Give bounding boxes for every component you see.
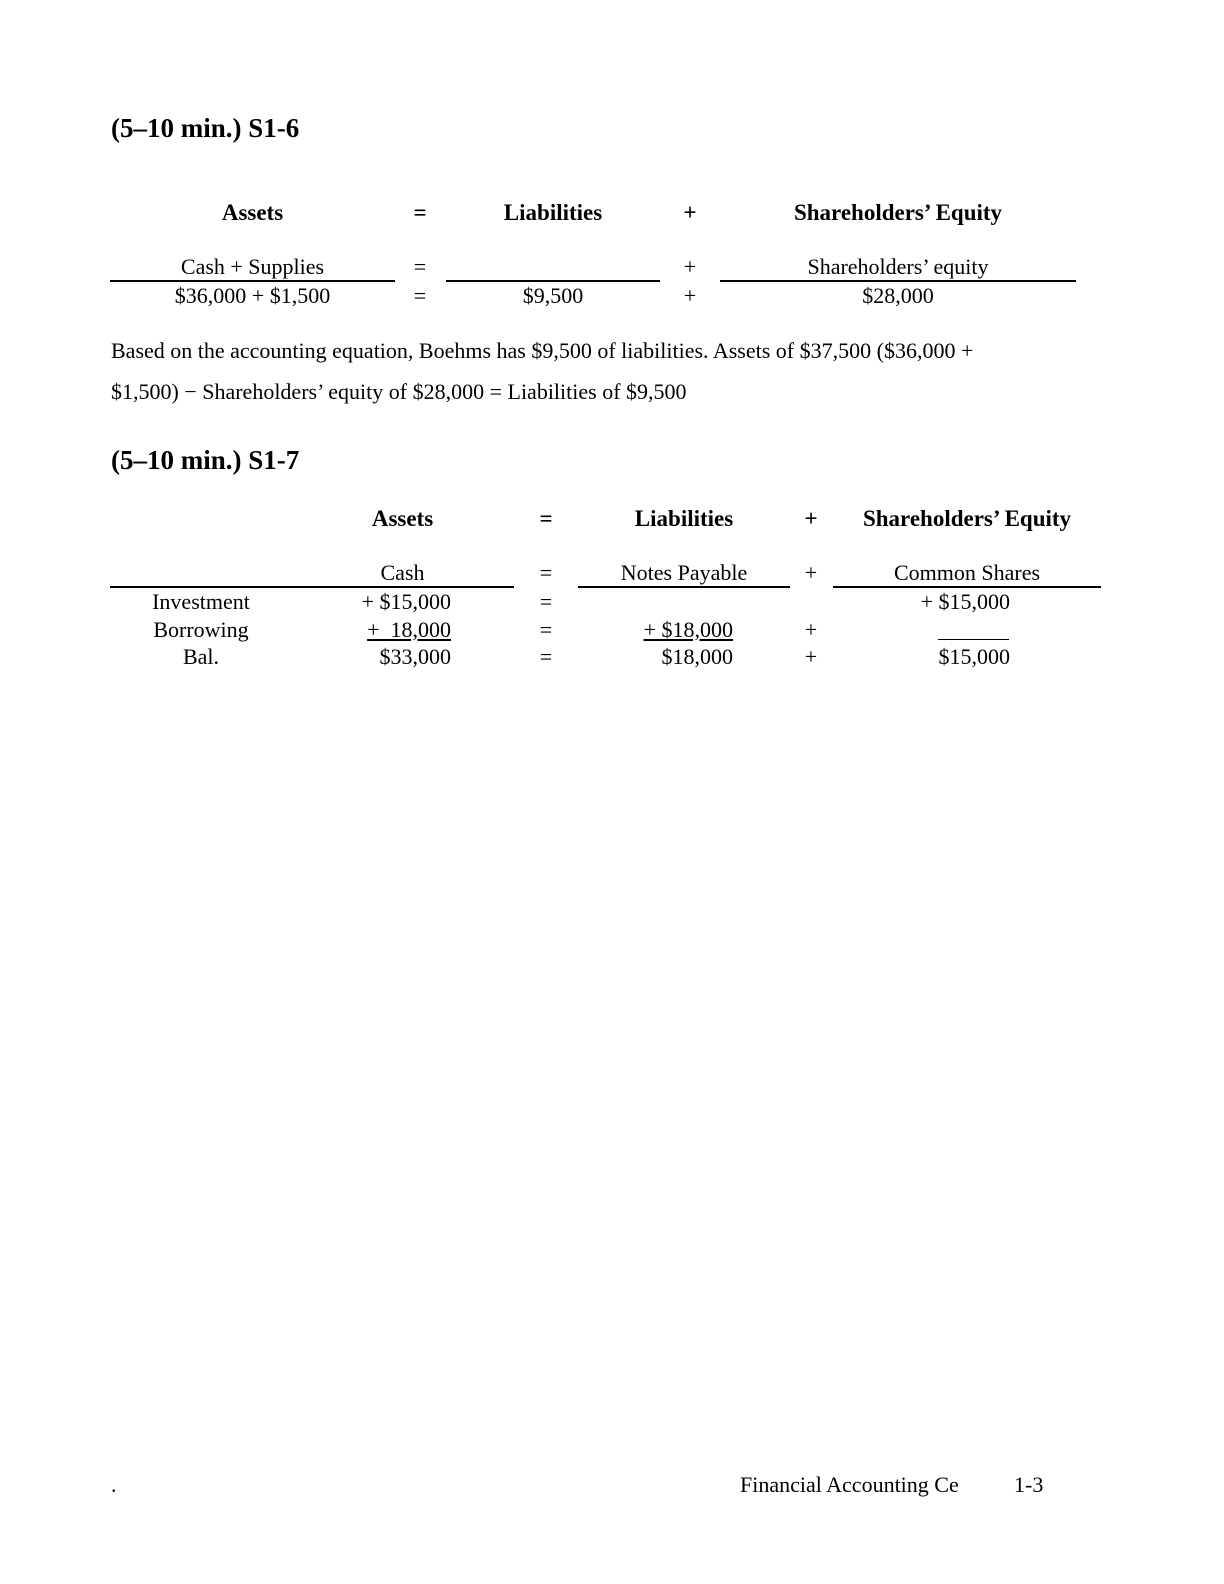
s16-header-plus: +: [683, 200, 697, 225]
s16-row1-plus: +: [683, 254, 697, 279]
s17-row-plus: +: [804, 644, 818, 669]
s16-equity-rule: [720, 280, 1076, 282]
s16-paragraph-line1: Based on the accounting equation, Boehms has $9,500 of liabilities. Assets of $37,500 ($36,000 +: [111, 338, 974, 363]
s17-col-plus: +: [804, 560, 818, 585]
s17-col-notes-payable: Notes Payable: [620, 560, 748, 585]
s16-header-liabilities: Liabilities: [503, 200, 603, 225]
s17-row-equals: =: [539, 589, 553, 614]
s17-row-label: Borrowing: [153, 617, 249, 642]
s16-paragraph-line2: $1,500) − Shareholders’ equity of $28,000 = Liabilities of $9,500: [111, 379, 687, 404]
s16-row2-equals: =: [413, 283, 427, 308]
s16-assets-rule: [110, 280, 395, 282]
s16-liabilities-rule: [446, 280, 660, 282]
s17-cash-rule: [110, 586, 514, 588]
s17-row-shares: $15,000: [938, 644, 1010, 669]
s17-col-common-shares: Common Shares: [893, 560, 1041, 585]
s17-notes-rule: [578, 586, 790, 588]
s17-heading: (5–10 min.) S1-7: [111, 445, 300, 475]
s17-row-label: Investment: [152, 589, 250, 614]
s16-row2-assets: $36,000 + $1,500: [174, 283, 331, 308]
s17-header-assets: Assets: [371, 506, 434, 531]
s16-row2-equity: $28,000: [862, 283, 934, 308]
s17-row-notes: $18,000: [661, 644, 733, 669]
s17-row-cash: + $15,000: [361, 589, 451, 614]
s16-header-equals: =: [413, 200, 427, 225]
s17-header-liabilities: Liabilities: [634, 506, 734, 531]
footer-page-number: 1-3: [1014, 1472, 1044, 1497]
s16-heading: (5–10 min.) S1-6: [111, 113, 300, 143]
s16-row2-plus: +: [683, 283, 697, 308]
s17-row-shares: + $15,000: [920, 589, 1010, 614]
footer-dot: .: [111, 1472, 117, 1497]
s17-row-cash: $33,000: [379, 644, 451, 669]
s16-row1-assets: Cash + Supplies: [180, 254, 325, 279]
s16-row2-liabilities: $9,500: [522, 283, 584, 308]
s16-row1-equity: Shareholders’ equity: [807, 254, 989, 279]
s17-row-label: Bal.: [182, 644, 220, 669]
s17-col-cash: Cash: [380, 560, 425, 585]
s16-row1-equals: =: [413, 254, 427, 279]
s17-header-equals: =: [539, 506, 553, 531]
s16-header-equity: Shareholders’ Equity: [793, 200, 1003, 225]
s17-row-equals: =: [539, 644, 553, 669]
s17-row-equals: =: [539, 617, 553, 642]
s17-row-plus: +: [804, 617, 818, 642]
s17-shares-subtotal-rule: [938, 639, 1009, 640]
s17-col-equals: =: [539, 560, 553, 585]
footer-title: Financial Accounting Ce: [740, 1472, 959, 1497]
s17-header-equity: Shareholders’ Equity: [862, 506, 1072, 531]
s17-row-cash: + 18,000: [367, 617, 451, 642]
s17-shares-rule: [833, 586, 1101, 588]
s17-row-notes: + $18,000: [643, 617, 733, 642]
s17-header-plus: +: [804, 506, 818, 531]
s16-header-assets: Assets: [221, 200, 284, 225]
